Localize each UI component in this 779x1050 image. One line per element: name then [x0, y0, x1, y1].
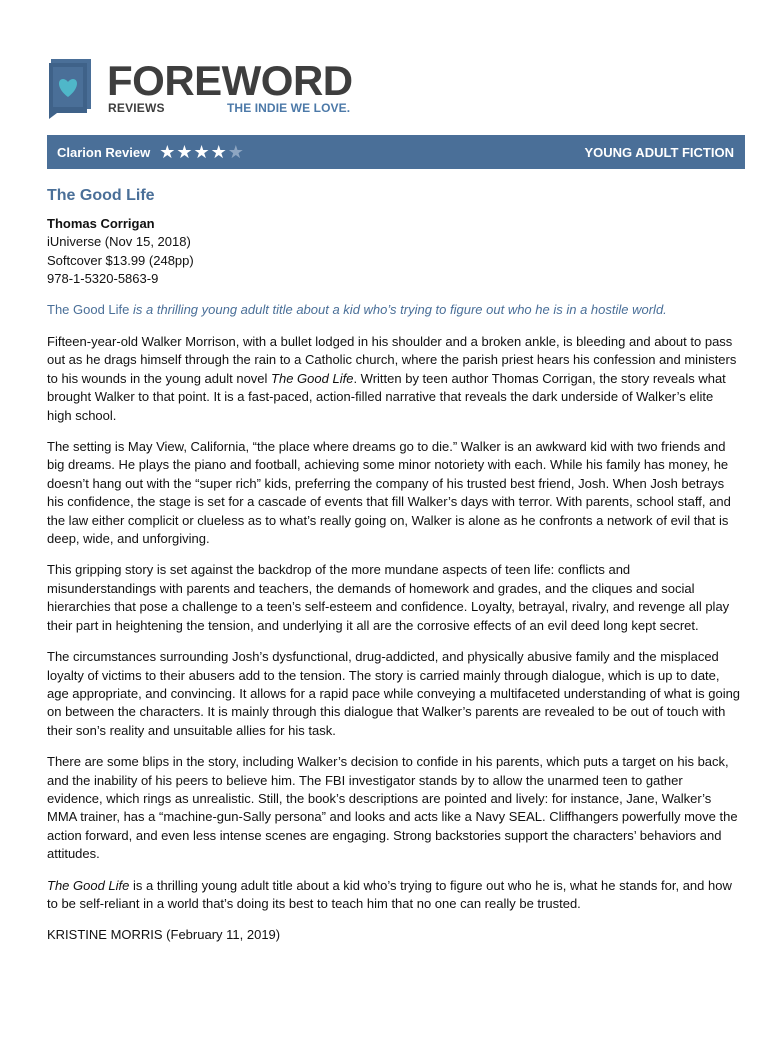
review-paragraph: The circumstances surrounding Josh’s dysfunctional, drug-addicted, and physically abusive family and the misplaced loyalty of victims to their abusers add to the tension. The story is carried mainly through dialogue, which is up to date, age appropriate, and convincing. It allows for a rapid pace while conveying a multifaceted understanding of what is going on between the characters. It is mainly through this dialogue that Walker’s parents are revealed to be out of touch with their son’s reality and unsuitable allies for his task.: [47, 649, 741, 738]
lede-title: The Good Life: [47, 302, 130, 317]
star-icon: ★: [159, 142, 177, 162]
book-isbn: 978-1-5320-5863-9: [47, 271, 159, 287]
genre-label: YOUNG ADULT FICTION: [584, 144, 734, 160]
review-type: [57, 135, 245, 169]
star-rating: [159, 143, 245, 161]
brand-sub: REVIEWS: [108, 101, 165, 115]
book-title-ref: The Good Life: [271, 370, 354, 386]
book-details: [47, 215, 194, 289]
book-publisher: iUniverse (Nov 15, 2018): [47, 234, 191, 250]
star-icon: ★: [227, 142, 245, 162]
review-header-bar: [47, 135, 745, 169]
reviewer-byline: KRISTINE MORRIS (February 11, 2019): [47, 927, 281, 943]
review-paragraph: This gripping story is set against the backdrop of the more mundane aspects of teen life: conflicts and misunderstandings with parents and teachers, the demands of homework and grades, and the cliques and social hierarchies that pose a challenge to a teen’s self-esteem and confidence. Loyalty, betrayal, rivalry, and revenge all play their part in heightening the tension, and underlying it all are the corrosive effects of an evil deed long kept secret.: [47, 562, 730, 633]
brand-name: FOREWORD: [107, 57, 353, 104]
review-body: [47, 333, 741, 958]
review-paragraph: The setting is May View, California, “the place where dreams go to die.” Walker is an awkward kid with two friends and big dreams. He plays the piano and football, achieving some minor notoriety with each. While his family has money, he doesn’t hang out with the “super rich” kids, preferring the company of his trusted best friend, Josh. When Josh betrays his confidence, the stage is set for a cascade of events that fill Walker’s days with terror. With parents, school staff, and the law either complicit or clueless as to what’s really going on, Walker is alone as he confronts a network of evil that is deep, wide, and unforgiving.: [47, 439, 731, 547]
book-author: Thomas Corrigan: [47, 216, 155, 231]
star-icon: ★: [193, 142, 211, 162]
paragraph-text: . Written by teen author Thomas Corrigan, the story reveals what brought Walker to that point. It is a fast-paced, action-filled narrative that reveals the dark underside of Walker’s elite high school.: [47, 370, 726, 423]
clarion-review-label: Clarion Review: [57, 144, 151, 160]
book-title: The Good Life: [47, 187, 155, 204]
review-lede: [47, 302, 747, 317]
paragraph-text: is a thrilling young adult title about a kid who’s trying to figure out who he is, what he stands for, and how to be self-reliant in a world that’s doing its best to teach him that no one can really be trusted.: [47, 877, 732, 911]
book-heart-icon: [47, 57, 95, 119]
star-icon: ★: [210, 142, 228, 162]
brand-tagline: THE INDIE WE LOVE.: [227, 101, 351, 115]
star-icon: ★: [176, 142, 194, 162]
foreword-logo: [47, 57, 367, 121]
review-paragraph: There are some blips in the story, including Walker’s decision to confide in his parents, which puts a target on his back, and the inability of his peers to believe him. The FBI investigator stands by to allow the unarmed teen to gather evidence, which rings as unrealistic. Still, the book’s descriptions are pointed and lively: for instance, Jane, Walker’s MMA trainer, has a “machine-gun-Sally persona” and looks and acts like a Navy SEAL. Cliffhangers powerfully move the action forward, and even less intense scenes are engaging. Strong backstories support the characters’ behaviors and attitudes.: [47, 754, 738, 862]
book-title-ref: The Good Life: [47, 877, 130, 893]
book-format: Softcover $13.99 (248pp): [47, 252, 194, 268]
review-paragraph: [47, 333, 741, 425]
lede-text: is a thrilling young adult title about a kid who’s trying to figure out who he is in a hostile world.: [129, 302, 667, 317]
review-paragraph: [47, 877, 741, 914]
paragraph-text: Fifteen-year-old Walker Morrison, with a bullet lodged in his shoulder and a broken ankle, is bleeding and about to pass out as he drags himself through the rain to a Catholic church, where the parish priest hears his confession and ministers to his wounds in the young adult novel: [47, 334, 737, 386]
